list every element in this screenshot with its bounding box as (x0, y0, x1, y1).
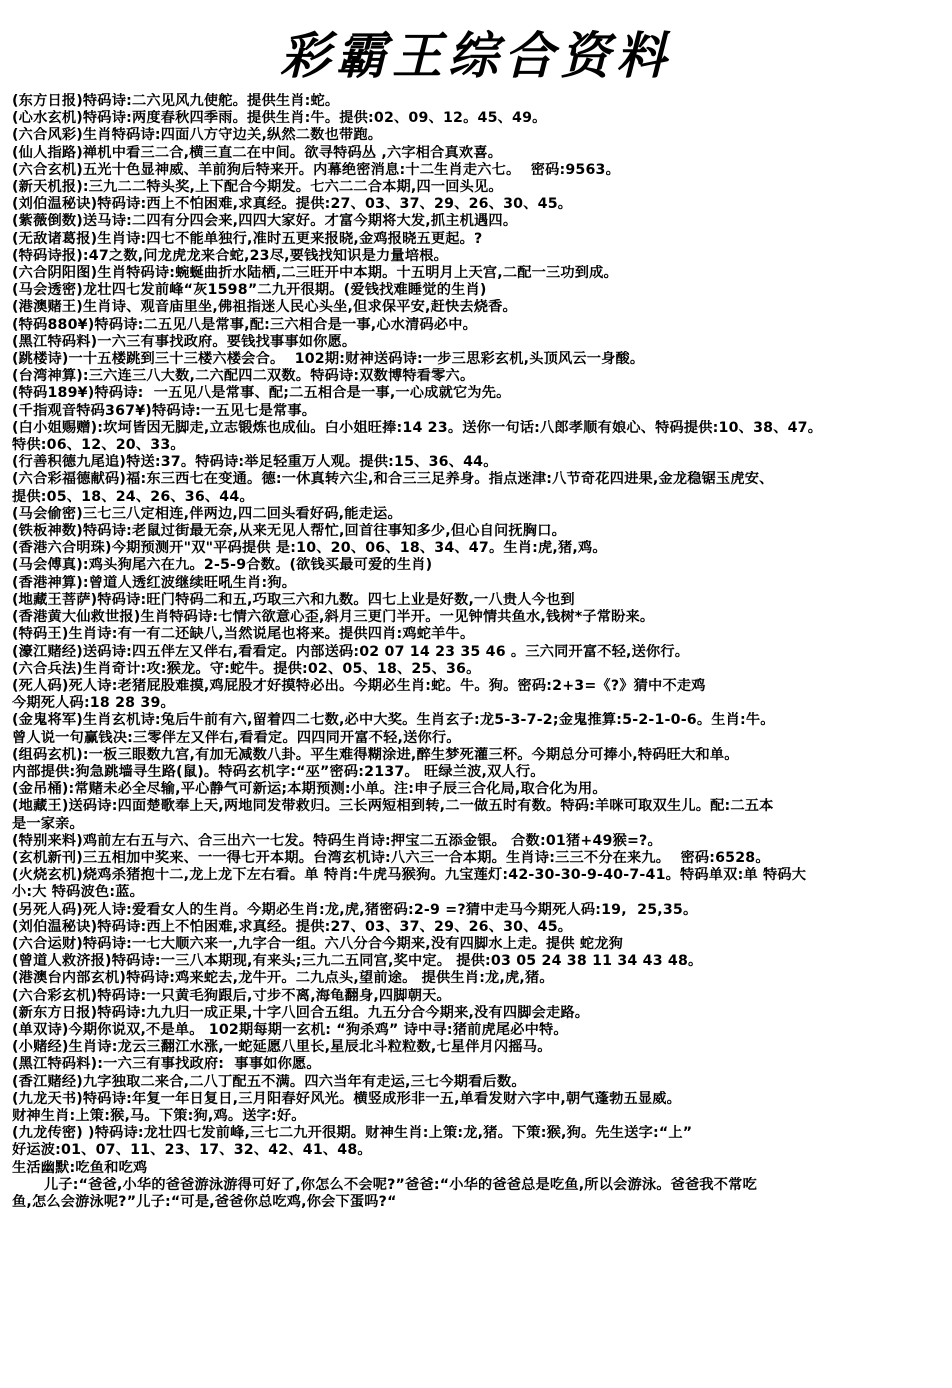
text-line: (马会傅真):鸡头狗尾六在九。2-5-9合数。(欲钱买最可爱的生肖) (12, 557, 433, 574)
text-line: (新天机报):三九二二特头奖,上下配合今期发。七六二二合本期,四一回头见。 (12, 179, 503, 196)
text-line: (火烧玄机)烧鸡杀猪抱十二,龙上龙下左右看。单 特肖:牛虎马猴狗。九宝莲灯:42-30-30-9-40-7-41。特码单双:单 特码大 (12, 867, 807, 884)
text-line: (金鬼将军)生肖玄机诗:兔后牛前有六,留着四二七数,必中大奖。生肖玄子:龙5-3-7-2;金鬼推算:5-2-1-0-6。生肖:牛。 (12, 712, 775, 729)
text-line: 提供:05、18、24、26、36、44。 (12, 488, 254, 505)
text-line: (白小姐赐赠):坎坷皆因无脚走,立志锻炼也成仙。白小姐旺捧:14 23。送你一句话:八郎孝顺有娘心、特码提供:10、38、47。 (12, 419, 823, 436)
text-line: 是一家亲。 (12, 815, 84, 832)
text-line: 今期死人码:18 28 39。 (12, 695, 175, 712)
text-line: (东方日报)特码诗:二六见风九使舵。提供生肖:蛇。 (12, 93, 340, 109)
text-line: (心水玄机)特码诗:两度春秋四季雨。提供生肖:牛。提供:02、09、12。45、49。 (12, 110, 547, 127)
text-line: (六合玄机)五光十色显神威、羊前狗后特来开。内幕绝密消息:十二生肖走六七。 密码:9563。 (12, 161, 621, 178)
text-line: (跳楼诗)一十五楼跳到三十三楼六楼会合。 102期:财神送码诗:一步三思彩玄机,头顶风云一身酸。 (12, 351, 645, 368)
text-line: (濠江赌经)送码诗:四五伴左又伴右,看看定。内部送码:02 07 14 23 35 46 。三六同开富不轻,送你行。 (12, 643, 690, 660)
text-line: (港澳赌王)生肖诗、观音庙里坐,佛祖指迷人民心头坐,但求保平安,赶快去烧香。 (12, 299, 517, 316)
text-line: (九龙天书)特码诗:年复一年日复日,三月阳春好风光。横竖成形非一五,单看发财六字中,朝气蓬勃五显威。 (12, 1090, 682, 1107)
text-line: (金吊桶):常赌未必全尽输,平心静气可新运;本期预测:小单。注:申子辰三合化局,取合化为用。 (12, 781, 607, 798)
text-line: (港澳台内部玄机)特码诗:鸡来蛇去,龙牛开。二九点头,望前途。 提供生肖:龙,虎,猪。 (12, 970, 554, 987)
text-line: (六合风彩)生肖特码诗:四面八方守边关,纵然二数也带跑。 (12, 127, 383, 144)
text-line: (香江赌经)九字独取二来合,二八丁配五不满。四六当年有走运,三七今期看后数。 (12, 1073, 526, 1090)
text-line: (六合兵法)生肖奇计:攻:猴龙。守:蛇牛。提供:02、05、18、25、36。 (12, 660, 481, 677)
text-line: (九龙传密) )特码诗:龙壮四七发前峰,三七二九开很期。财神生肖:上策:龙,猪。下策:猴,狗。先生送字:“上” (12, 1125, 693, 1142)
text-line: (刘伯温秘诀)特码诗:西上不怕困难,求真经。提供:27、03、37、29、26、30、45。 (12, 918, 573, 935)
text-line: (地藏王)送码诗:四面楚歌奉上天,两地同发带救归。三长两短相到转,二一做五时有数。特码:羊咪可取双生儿。配:二五本 (12, 798, 774, 815)
text-line: 生活幽默:吃鱼和吃鸡 (12, 1159, 148, 1176)
text-line: (紫薇倒数)送马诗:二四有分四会来,四四大家好。才富今期将大发,抓主机遇四。 (12, 213, 518, 230)
text-line: (组码玄机):一板三眼数九宫,有加无减数八卦。平生难得糊涂进,醉生梦死灌三杯。今期总分可捧小,特码旺大和单。 (12, 746, 739, 763)
content-body (12, 93, 940, 1211)
text-line: (无敌诸葛报)生肖诗:四七不能单独行,准时五更来报晓,金鸡报晓五更起。? (12, 230, 483, 247)
humor-line: 儿子:“爸爸,小华的爸爸游泳游得可好了,你怎么不会呢?”爸爸:“小华的爸爸总是吃鱼,所以会游泳。爸爸我不常吃 (44, 1176, 757, 1193)
text-line: (六合运财)特码诗:一七大顺六来一,九字合一组。六八分合今期来,没有四脚水上走。提供 蛇龙狗 (12, 935, 624, 952)
text-line: (黑江特码料)一六三有事找政府。要钱找事事如你愿。 (12, 333, 357, 350)
text-line: (地藏王菩萨)特码诗:旺门特码二和五,巧取三六和九数。四七上业是好数,一八贵人今也到 (12, 591, 575, 608)
text-line: (香港六合明珠)今期预测开"双"平码提供 是:10、20、06、18、34、47。生肖:虎,猪,鸡。 (12, 540, 607, 557)
text-line: (小赌经)生肖诗:龙云三翻江水涨,一蛇延愿八里长,星辰北斗粒粒数,七星伴月闪摇马。 (12, 1039, 552, 1056)
text-line: (香港神算):曾道人透红波继续旺吼生肖:狗。 (12, 574, 297, 591)
text-line: (特码诗报):47之数,问龙虎龙来合蛇,23尽,要钱找知识是力量培根。 (12, 247, 448, 264)
text-line: 好运波:01、07、11、23、17、32、42、41、48。 (12, 1142, 372, 1159)
text-line: (特别来料)鸡前左右五与六、合三出六一七发。特码生肖诗:押宝二五添金银。 合数:01猪+49猴=?。 (12, 832, 662, 849)
text-line: (特码880¥)特码诗:二五见八是常事,配:三六相合是一事,心水清码必中。 (12, 316, 478, 333)
text-line: (六合彩玄机)特码诗:一只黄毛狗跟后,寸步不离,海龟翻身,四脚朝天。 (12, 987, 451, 1004)
text-line: 财神生肖:上策:猴,马。下策:狗,鸡。送字:好。 (12, 1107, 306, 1124)
humor-line: 鱼,怎么会游泳呢?”儿子:“可是,爸爸你总吃鸡,你会下蛋吗?“ (12, 1194, 397, 1210)
text-line: (玄机新刊)三五相加中奖来、一一得七开本期。台湾玄机诗:八六三一合本期。生肖诗:三三不分在来九。 密码:6528。 (12, 849, 770, 866)
text-line: (单双诗)今期你说双,不是单。 102期每期一玄机: “狗杀鸡” 诗中寻:猪前虎尾必中特。 (12, 1021, 568, 1038)
text-line: (曾道人救济报)特码诗:一三八本期现,有来头;三九二五同宫,奖中定。 提供:03 05 24 38 11 34 43 48。 (12, 953, 703, 970)
text-line: (铁板神数)特码诗:老鼠过街最无奈,从来无见人帮忙,回首往事知多少,但心自问抚胸口。 (12, 523, 566, 540)
text-line: 特供:06、12、20、33。 (12, 437, 185, 454)
text-line: (六合阴阳图)生肖特码诗:蜿蜒曲折水陆栖,二三旺开中本期。十五明月上天宫,二配一三功到成。 (12, 265, 618, 282)
text-line: (六合彩福德献码)福:东三西七在变通。德:一休真转六尘,和合三三足养身。指点迷津:八节奇花四进果,金龙稳锯玉虎安、 (12, 471, 774, 488)
text-line: (台湾神算):三六连三八大数,二六配四二双数。特码诗:双数博特看零六。 (12, 368, 475, 385)
text-line: (新东方日报)特码诗:九九归一成正果,十字八回合五组。九五分合今期来,没有四脚会走路。 (12, 1004, 590, 1021)
text-line: (特码189¥)特码诗: 一五见八是常事、配;二五相合是一事,一心成就它为先。 (12, 385, 511, 402)
text-line: (黑江特码料):一六三有事找政府: 事事如你愿。 (12, 1056, 321, 1073)
text-line: (马会偷密)三七三八定相连,伴两边,四二回头看好码,能走运。 (12, 505, 402, 522)
text-line: 内部提供:狗急跳墙寻生路(鼠)。特码玄机字:“巫”密码:2137。 旺绿兰波,双人行。 (12, 763, 545, 780)
text-line: (死人码)死人诗:老猪屁股难摸,鸡屁股才好摸特必出。今期必生肖:蛇。牛。狗。密码:2+3=《?》猜中不走鸡 (12, 677, 706, 694)
page-title: 彩霸王综合资料 (280, 26, 672, 85)
text-line: (另死人码)死人诗:爱看女人的生肖。今期必生肖:龙,虎,猪密码:2-9 =?猜中走马今期死人码:19, 25,35。 (12, 901, 698, 918)
text-line: (刘伯温秘诀)特码诗:西上不怕困难,求真经。提供:27、03、37、29、26、30、45。 (12, 196, 573, 213)
text-line: (香港黄大仙救世报)生肖特码诗:七情六欲意心歪,斜月三更门半开。一见钟情共鱼水,钱树*子常盼来。 (12, 609, 655, 626)
text-line: (仙人指路)禅机中看三二合,横三直二在中间。欲寻特码丛 ,六字相合真欢喜。 (12, 144, 503, 161)
text-line: (千指观音特码367¥)特码诗:一五见七是常事。 (12, 402, 317, 419)
text-line: 小:大 特码波色:蓝。 (12, 884, 144, 901)
text-line: (特码王)生肖诗:有一有二还缺八,当然说尾也将来。提供四肖:鸡蛇羊牛。 (12, 626, 475, 643)
text-line: 曾人说一句赢钱决:三零伴左又伴右,看看定。四四同开富不轻,送你行。 (12, 729, 461, 746)
text-line: (行善积德九尾追)特送:37。特码诗:举足轻重万人观。提供:15、36、44。 (12, 454, 498, 471)
text-line: (马会透密)龙壮四七发前峰“灰1598”二九开很期。(爱钱找难睡觉的生肖) (12, 282, 487, 299)
